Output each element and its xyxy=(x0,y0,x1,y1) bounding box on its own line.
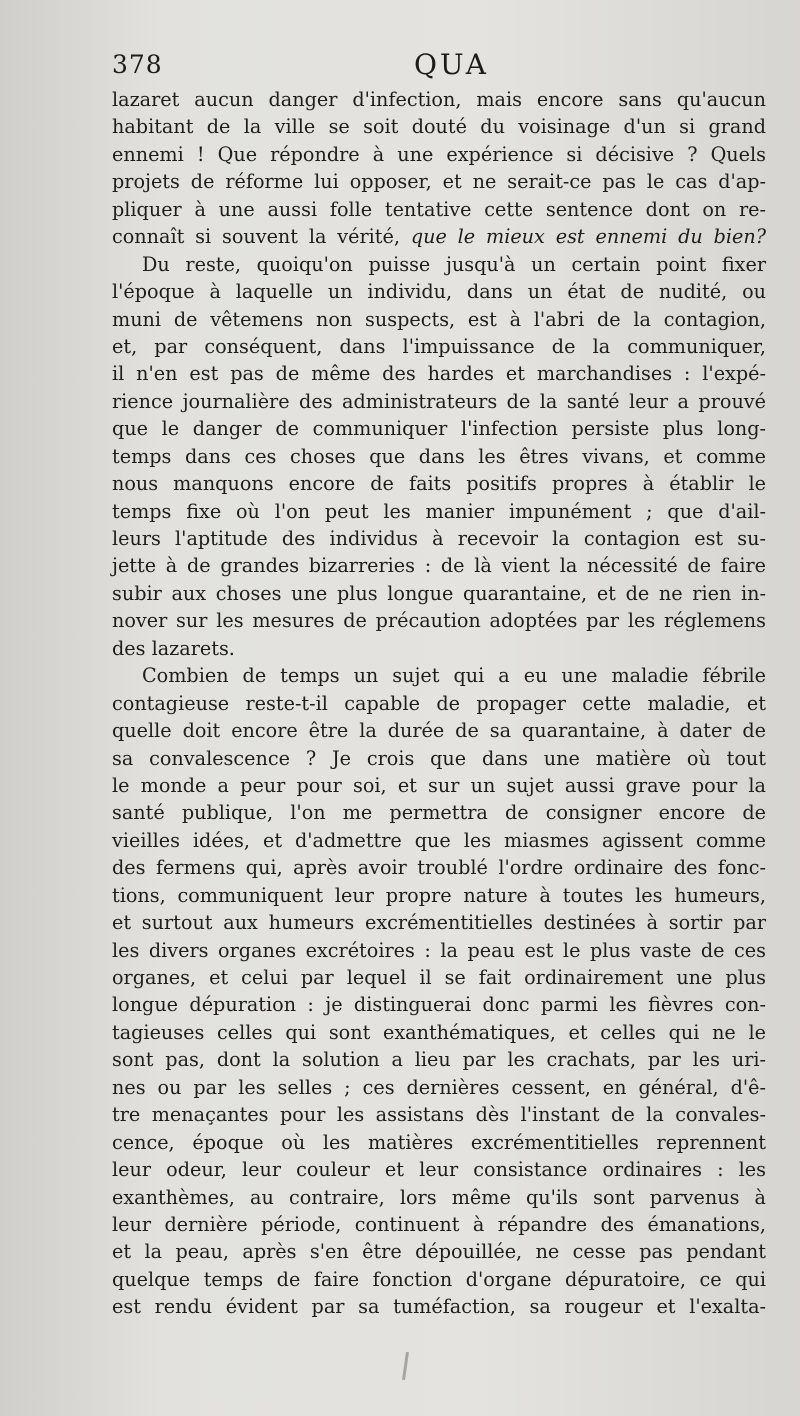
text-line: temps fixe où l'on peut les manier impunément ; que d'ail- xyxy=(112,499,766,523)
text-line: les divers organes excrétoires : la peau est le plus vaste de ces xyxy=(112,938,766,962)
text-line: connaît si souvent la vérité, xyxy=(112,225,400,249)
text-line: longue dépuration : je distinguerai donc parmi les fièvres con- xyxy=(112,993,766,1017)
text-line: rience journalière des administrateurs de la santé leur a prouvé xyxy=(112,389,766,413)
text-line: que le danger de communiquer l'infection persiste plus long- xyxy=(112,417,766,441)
text-line: pliquer à une aussi folle tentative cette sentence dont on re- xyxy=(112,197,766,221)
ink-mark xyxy=(402,1352,409,1380)
text-line: et, par conséquent, dans l'impuissance de la communiquer, xyxy=(112,334,766,358)
maxim-italic: que le mieux est ennemi du bien? xyxy=(410,225,766,249)
paragraph-end: des lazarets. xyxy=(112,636,235,660)
text-line: leur odeur, leur couleur et leur consistance ordinaires : les xyxy=(112,1158,766,1182)
paragraph-start: Du reste, quoiqu'on puisse jusqu'à un certain point fixer xyxy=(142,252,766,276)
text-line: il n'en est pas de même des hardes et marchandises : l'expé- xyxy=(112,362,766,386)
page-header xyxy=(112,44,766,84)
text-line: nover sur les mesures de précaution adoptées par les réglemens xyxy=(112,609,766,633)
text-line: quelque temps de faire fonction d'organe dépuratoire, ce qui xyxy=(112,1267,766,1291)
text-line: habitant de la ville se soit douté du voisinage d'un si grand xyxy=(112,115,766,139)
text-line: lazaret aucun danger d'infection, mais encore sans qu'aucun xyxy=(112,88,766,111)
text-line: le monde a peur pour soi, et sur un sujet aussi grave pour la xyxy=(112,773,766,797)
text-line: quelle doit encore être la durée de sa quarantaine, à dater de xyxy=(112,719,766,743)
text-line: des fermens qui, après avoir troublé l'ordre ordinaire des fonc- xyxy=(112,856,766,880)
text-line: santé publique, l'on me permettra de consigner encore de xyxy=(112,801,766,825)
text-line: nes ou par les selles ; ces dernières cessent, en général, d'ê- xyxy=(112,1075,766,1099)
text-line: contagieuse reste-t-il capable de propager cette maladie, et xyxy=(112,691,766,715)
text-line: tions, communiquent leur propre nature à toutes les humeurs, xyxy=(112,883,766,907)
text-line: tagieuses celles qui sont exanthématiques, et celles qui ne le xyxy=(112,1020,766,1044)
text-line: est rendu évident par sa tuméfaction, sa rougeur et l'exalta- xyxy=(112,1295,766,1319)
text-line: leurs l'aptitude des individus à recevoir la contagion est su- xyxy=(112,527,766,550)
text-line: nous manquons encore de faits positifs propres à établir le xyxy=(112,472,766,496)
page-number: 378 xyxy=(112,50,163,79)
text-line: exanthèmes, au contraire, lors même qu'ils sont parvenus à xyxy=(112,1185,766,1209)
text-line: temps dans ces choses que dans les êtres vivans, et comme xyxy=(112,444,766,468)
text-line: l'époque à laquelle un individu, dans un état de nudité, ou xyxy=(112,280,766,304)
text-line: et la peau, après s'en être dépouillée, ne cesse pas pendant xyxy=(112,1240,766,1264)
body-text xyxy=(112,86,766,1321)
text-line-with-maxim xyxy=(112,223,766,250)
text-line: jette à de grandes bizarreries : de là vient la nécessité de faire xyxy=(112,554,766,578)
text-line: sont pas, dont la solution a lieu par les crachats, par les uri- xyxy=(112,1048,766,1072)
text-line: leur dernière période, continuent à répandre des émanations, xyxy=(112,1212,766,1236)
text-line: muni de vêtemens non suspects, est à l'abri de la contagion, xyxy=(112,307,766,331)
text-line: cence, époque où les matières excrémentitielles reprennent xyxy=(112,1130,766,1154)
text-line: vieilles idées, et d'admettre que les miasmes agissent comme xyxy=(112,828,766,852)
text-line: projets de réforme lui opposer, et ne serait-ce pas le cas d'ap- xyxy=(112,170,766,194)
text-line: et surtout aux humeurs excrémentitielles destinées à sortir par xyxy=(112,911,766,935)
text-line: organes, et celui par lequel il se fait ordinairement une plus xyxy=(112,966,766,989)
running-head: QUA xyxy=(414,48,489,81)
text-line: ennemi ! Que répondre à une expérience si décisive ? Quels xyxy=(112,142,766,166)
text-line: subir aux choses une plus longue quarantaine, et de ne rien in- xyxy=(112,581,766,605)
text-line: sa convalescence ? Je crois que dans une matière où tout xyxy=(112,746,766,770)
text-line: tre menaçantes pour les assistans dès l'instant de la convales- xyxy=(112,1103,766,1127)
paragraph-start: Combien de temps un sujet qui a eu une maladie fébrile xyxy=(142,664,766,688)
